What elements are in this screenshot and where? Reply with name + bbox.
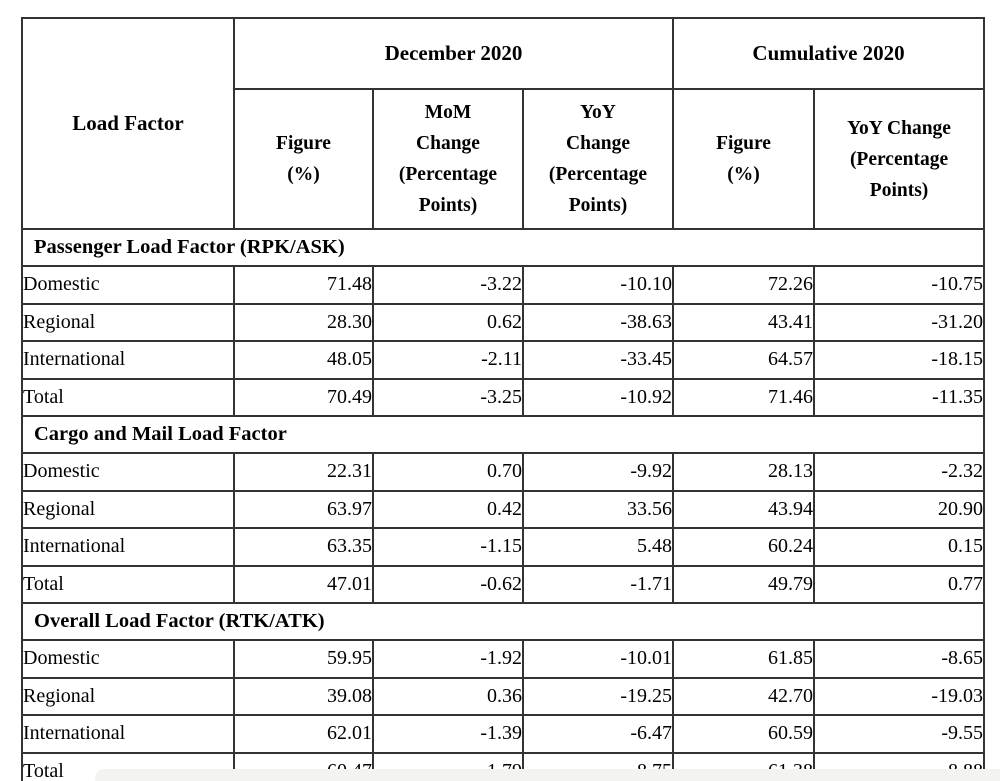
cell-mom-change: 0.62 <box>373 304 523 342</box>
cell-yoy-change-cum: -19.03 <box>814 678 984 716</box>
cell-figure-cum: 72.26 <box>673 266 814 304</box>
cell-figure-cum: 60.24 <box>673 528 814 566</box>
col-header-mom-change: MoM Change (Percentage Points) <box>373 89 523 229</box>
table-row-passenger-domestic <box>22 266 984 304</box>
page-bottom-shade <box>95 769 1000 781</box>
row-label: Domestic <box>22 453 234 491</box>
group-header-december-2020: December 2020 <box>234 18 673 89</box>
cell-yoy-change-cum: -31.20 <box>814 304 984 342</box>
row-label: International <box>22 715 234 753</box>
row-label: Total <box>22 566 234 604</box>
cell-mom-change: -2.11 <box>373 341 523 379</box>
table-row-overall-international <box>22 715 984 753</box>
cell-yoy-change-dec: -9.92 <box>523 453 673 491</box>
row-label: International <box>22 528 234 566</box>
section-header-passenger <box>22 229 984 266</box>
cell-yoy-change-dec: -38.63 <box>523 304 673 342</box>
cell-figure-cum: 43.94 <box>673 491 814 529</box>
cell-mom-change: 0.36 <box>373 678 523 716</box>
col-header-figure-december: Figure (%) <box>234 89 373 229</box>
cell-figure-dec: 62.01 <box>234 715 373 753</box>
cell-figure-cum: 49.79 <box>673 566 814 604</box>
cell-mom-change: 0.42 <box>373 491 523 529</box>
table-row-cargo-regional <box>22 491 984 529</box>
section-title: Passenger Load Factor (RPK/ASK) <box>22 229 984 266</box>
cell-yoy-change-dec: -19.25 <box>523 678 673 716</box>
cell-figure-cum: 71.46 <box>673 379 814 417</box>
cell-yoy-change-dec: -33.45 <box>523 341 673 379</box>
cell-figure-cum: 43.41 <box>673 304 814 342</box>
cell-mom-change: -3.22 <box>373 266 523 304</box>
cell-figure-dec: 39.08 <box>234 678 373 716</box>
section-header-cargo <box>22 416 984 453</box>
section-title: Cargo and Mail Load Factor <box>22 416 984 453</box>
row-label: Total <box>22 753 234 781</box>
cell-mom-change: -1.39 <box>373 715 523 753</box>
section-header-overall <box>22 603 984 640</box>
section-title: Overall Load Factor (RTK/ATK) <box>22 603 984 640</box>
cell-figure-dec: 22.31 <box>234 453 373 491</box>
corner-header: Load Factor <box>22 18 234 229</box>
cell-yoy-change-dec: -1.71 <box>523 566 673 604</box>
cell-yoy-change-dec: -10.92 <box>523 379 673 417</box>
cell-yoy-change-cum: -2.32 <box>814 453 984 491</box>
cell-figure-cum: 64.57 <box>673 341 814 379</box>
cell-yoy-change-cum: -11.35 <box>814 379 984 417</box>
cell-figure-cum: 61.85 <box>673 640 814 678</box>
cell-figure-dec: 70.49 <box>234 379 373 417</box>
cell-figure-dec: 47.01 <box>234 566 373 604</box>
cell-figure-cum: 42.70 <box>673 678 814 716</box>
row-label: Domestic <box>22 640 234 678</box>
cell-figure-cum: 28.13 <box>673 453 814 491</box>
table-row-cargo-domestic <box>22 453 984 491</box>
col-header-yoy-change-cumulative: YoY Change (Percentage Points) <box>814 89 984 229</box>
col-header-figure-cumulative: Figure (%) <box>673 89 814 229</box>
cell-mom-change: 0.70 <box>373 453 523 491</box>
cell-yoy-change-cum: 20.90 <box>814 491 984 529</box>
cell-yoy-change-cum: -18.15 <box>814 341 984 379</box>
cell-yoy-change-dec: -6.47 <box>523 715 673 753</box>
table-row-overall-regional <box>22 678 984 716</box>
group-header-cumulative-2020: Cumulative 2020 <box>673 18 984 89</box>
cell-yoy-change-dec: -10.01 <box>523 640 673 678</box>
row-label: Regional <box>22 678 234 716</box>
cell-figure-cum: 60.59 <box>673 715 814 753</box>
cell-figure-dec: 28.30 <box>234 304 373 342</box>
cell-yoy-change-cum: 0.15 <box>814 528 984 566</box>
row-label: International <box>22 341 234 379</box>
cell-yoy-change-dec: 33.56 <box>523 491 673 529</box>
cell-figure-dec: 59.95 <box>234 640 373 678</box>
cell-yoy-change-cum: -10.75 <box>814 266 984 304</box>
cell-yoy-change-cum: -8.65 <box>814 640 984 678</box>
cell-figure-dec: 63.35 <box>234 528 373 566</box>
load-factor-table <box>21 17 985 781</box>
table-row-passenger-total <box>22 379 984 417</box>
row-label: Regional <box>22 304 234 342</box>
table-row-cargo-international <box>22 528 984 566</box>
row-label: Total <box>22 379 234 417</box>
cell-figure-dec: 63.97 <box>234 491 373 529</box>
cell-mom-change: -3.25 <box>373 379 523 417</box>
cell-figure-dec: 71.48 <box>234 266 373 304</box>
cell-yoy-change-dec: 5.48 <box>523 528 673 566</box>
col-header-yoy-change-december: YoY Change (Percentage Points) <box>523 89 673 229</box>
table-row-passenger-international <box>22 341 984 379</box>
group-header-row <box>22 18 984 89</box>
table-row-passenger-regional <box>22 304 984 342</box>
cell-mom-change: -1.92 <box>373 640 523 678</box>
cell-yoy-change-cum: -9.55 <box>814 715 984 753</box>
cell-mom-change: -0.62 <box>373 566 523 604</box>
cell-yoy-change-cum: 0.77 <box>814 566 984 604</box>
row-label: Domestic <box>22 266 234 304</box>
table-row-cargo-total <box>22 566 984 604</box>
table-body <box>22 229 984 781</box>
cell-figure-dec: 48.05 <box>234 341 373 379</box>
table-row-overall-domestic <box>22 640 984 678</box>
table-header <box>22 18 984 229</box>
cell-mom-change: -1.15 <box>373 528 523 566</box>
row-label: Regional <box>22 491 234 529</box>
cell-yoy-change-dec: -10.10 <box>523 266 673 304</box>
